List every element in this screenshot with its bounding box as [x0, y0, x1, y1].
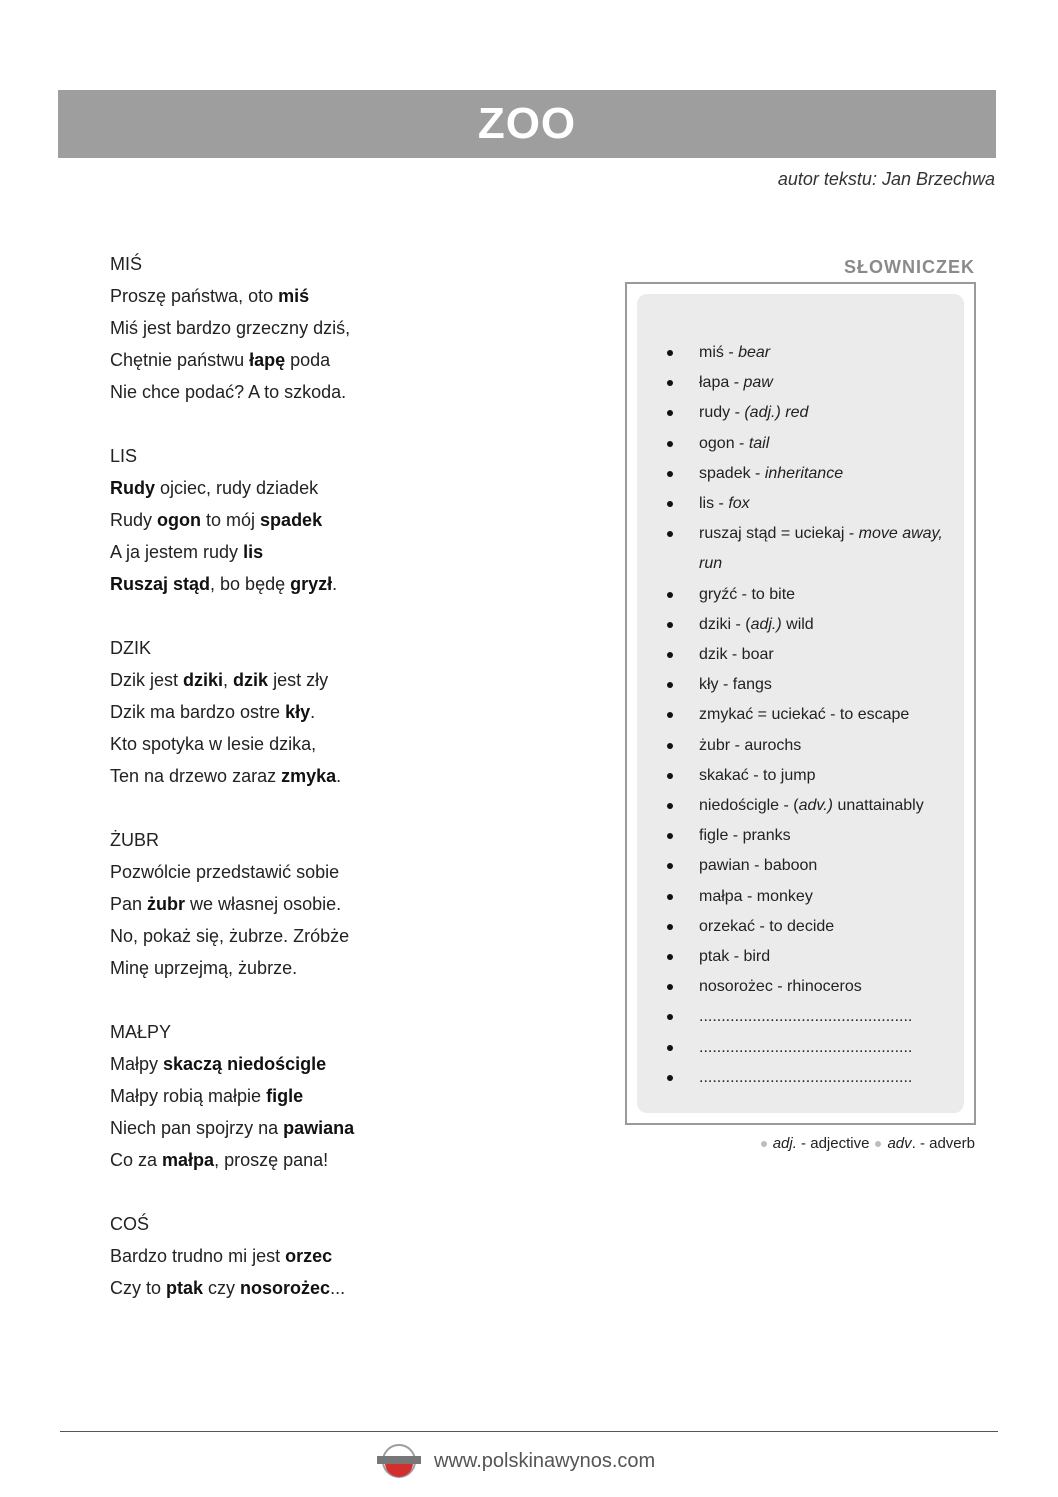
bold-word: Rudy	[110, 478, 155, 498]
page-title: ZOO	[477, 99, 577, 148]
glossary-item	[659, 1063, 959, 1093]
text-run: orzekać - to decide	[699, 917, 835, 935]
text-run: Nie chce podać? A to szkoda.	[110, 382, 347, 402]
glossary-item	[659, 670, 959, 700]
text-run: to mój	[201, 510, 261, 530]
text-run: Minę uprzejmą, żubrze.	[110, 958, 298, 978]
glossary-item	[659, 700, 959, 730]
text-run: nosorożec - rhinoceros	[699, 978, 862, 996]
abbreviation-legend	[755, 1135, 975, 1152]
stanza	[110, 1016, 560, 1176]
title-banner	[58, 90, 996, 158]
text-run: dziki - (	[699, 615, 751, 633]
glossary-item	[659, 1002, 959, 1032]
bold-word: łapę	[249, 350, 286, 370]
text-run: Miś jest bardzo grzeczny dziś,	[110, 318, 351, 338]
italic-text: adv	[887, 1135, 912, 1152]
text-run: No, pokaż się, żubrze. Zróbże	[110, 926, 350, 946]
text-run: . - adverb	[911, 1135, 975, 1152]
text-run: łapa -	[699, 374, 744, 392]
glossary-item	[659, 398, 959, 428]
text-run: unattainably	[833, 797, 924, 815]
glossary-item	[659, 761, 959, 791]
footer-divider	[60, 1431, 998, 1432]
bullet-icon	[667, 984, 673, 990]
bullet-icon	[667, 1014, 673, 1020]
poem-line	[110, 1048, 560, 1080]
bullet-icon	[667, 743, 673, 749]
glossary-item	[659, 1033, 959, 1063]
legend-bullet-icon	[875, 1141, 881, 1147]
bold-word: Ruszaj stąd	[110, 574, 211, 594]
text-run: dzik - boar	[699, 646, 774, 664]
polskinawynos-logo-icon	[376, 1443, 422, 1479]
bullet-icon	[667, 652, 673, 658]
text-run: ................................................	[699, 1068, 913, 1086]
stanza	[110, 248, 560, 408]
text-run: spadek -	[699, 464, 765, 482]
text-run: ................................................	[699, 1038, 913, 1056]
text-run: Niech pan spojrzy na	[110, 1118, 284, 1138]
bold-word: małpa	[162, 1150, 215, 1170]
bullet-icon	[667, 924, 673, 930]
text-run: wild	[781, 615, 814, 633]
text-run: - adjective	[796, 1135, 870, 1152]
text-run: kły - fangs	[699, 676, 772, 694]
bullet-icon	[667, 592, 673, 598]
stanza-heading: COŚ	[110, 1214, 150, 1234]
glossary-item	[659, 912, 959, 942]
text-run: Rudy	[110, 510, 158, 530]
text-run: Pozwólcie przedstawić sobie	[110, 862, 340, 882]
bold-word: spadek	[260, 510, 323, 530]
italic-text: fox	[728, 495, 750, 513]
italic-text: inheritance	[764, 464, 844, 482]
text-run: Małpy robią małpie	[110, 1086, 267, 1106]
bold-word: żubr	[147, 894, 186, 914]
text-run: czy	[203, 1278, 241, 1298]
bold-word: zmyka	[281, 766, 337, 786]
stanza	[110, 440, 560, 600]
poem-line	[110, 856, 560, 888]
poem-line	[110, 568, 560, 600]
italic-text: move away, run	[699, 525, 943, 573]
poem-line	[110, 664, 560, 696]
text-run: ...	[330, 1278, 346, 1298]
legend-bullet-icon	[761, 1141, 767, 1147]
glossary-panel	[637, 294, 964, 1113]
footer-url[interactable]: www.polskinawynos.com	[434, 1449, 656, 1472]
poem-line	[110, 1272, 560, 1304]
italic-text: (adj.) red	[744, 404, 809, 422]
poem-line	[110, 760, 560, 792]
text-run: Proszę państwa, oto	[110, 286, 279, 306]
poem-line	[110, 280, 560, 312]
bold-word: lis	[243, 542, 264, 562]
text-run: Chętnie państwu	[110, 350, 250, 370]
text-run: Bardzo trudno mi jest	[110, 1246, 286, 1266]
glossary-item	[659, 368, 959, 398]
bold-word: dzik	[233, 670, 269, 690]
poem-line	[110, 696, 560, 728]
text-run: Ten na drzewo zaraz	[110, 766, 282, 786]
bullet-icon	[667, 1075, 673, 1081]
bold-word: dziki	[183, 670, 224, 690]
text-run: ogon -	[699, 434, 749, 452]
glossary-item	[659, 791, 959, 821]
bold-word: gryzł	[290, 574, 333, 594]
text-run: .	[332, 574, 338, 594]
text-run: rudy -	[699, 404, 745, 422]
poem-line	[110, 1112, 560, 1144]
text-run: we własnej osobie.	[185, 894, 342, 914]
bullet-icon	[667, 712, 673, 718]
stanza-heading: ŻUBR	[110, 830, 159, 850]
text-run: ojciec, rudy dziadek	[155, 478, 319, 498]
text-run: , bo będę	[210, 574, 291, 594]
stanza	[110, 1208, 560, 1304]
text-run: żubr - aurochs	[699, 736, 802, 754]
text-run: niedościgle - (	[699, 797, 799, 815]
glossary-item	[659, 882, 959, 912]
bold-word: ptak	[166, 1278, 204, 1298]
poem-line	[110, 1144, 560, 1176]
bold-word: pawiana	[283, 1118, 355, 1138]
text-run: zmykać = uciekać - to escape	[699, 706, 910, 724]
glossary-item	[659, 429, 959, 459]
glossary-item	[659, 610, 959, 640]
poem-line	[110, 920, 560, 952]
text-run: lis -	[699, 495, 729, 513]
poem-line	[110, 472, 560, 504]
glossary-item	[659, 851, 959, 881]
bullet-icon	[667, 773, 673, 779]
bullet-icon	[667, 410, 673, 416]
bullet-icon	[667, 531, 673, 537]
bullet-icon	[667, 350, 673, 356]
bold-word: figle	[266, 1086, 304, 1106]
bold-word: ogon	[157, 510, 202, 530]
stanza-heading: LIS	[110, 446, 138, 466]
text-run: Kto spotyka w lesie dzika,	[110, 734, 317, 754]
stanza-heading: MIŚ	[110, 254, 143, 274]
italic-text: adj.	[772, 1135, 797, 1152]
bullet-icon	[667, 380, 673, 386]
bullet-icon	[667, 803, 673, 809]
stanza-heading: DZIK	[110, 638, 152, 658]
text-run: Czy to	[110, 1278, 167, 1298]
italic-text: paw	[743, 374, 773, 392]
poem-line	[110, 504, 560, 536]
text-run: .	[336, 766, 342, 786]
text-run: pawian - baboon	[699, 857, 818, 875]
bold-word: orzec	[285, 1246, 333, 1266]
stanza	[110, 632, 560, 792]
bullet-icon	[667, 471, 673, 477]
text-run: A ja jestem rudy	[110, 542, 244, 562]
bold-word: miś	[278, 286, 310, 306]
glossary-item	[659, 489, 959, 519]
text-run: ,	[223, 670, 234, 690]
bullet-icon	[667, 954, 673, 960]
bold-word: skaczą niedościgle	[163, 1054, 327, 1074]
author-credit: autor tekstu: Jan Brzechwa	[777, 169, 995, 189]
poem-line	[110, 1240, 560, 1272]
poem-line	[110, 952, 560, 984]
bullet-icon	[667, 501, 673, 507]
poem-line	[110, 536, 560, 568]
bullet-icon	[667, 833, 673, 839]
poem-line	[110, 1080, 560, 1112]
bullet-icon	[667, 863, 673, 869]
bullet-icon	[667, 894, 673, 900]
italic-text: bear	[738, 344, 771, 361]
poem-line	[110, 312, 560, 344]
glossary-item	[659, 972, 959, 1002]
glossary-item	[659, 640, 959, 670]
text-run: Małpy	[110, 1054, 164, 1074]
poem-line	[110, 376, 560, 408]
text-run: Pan	[110, 894, 148, 914]
glossary-item	[659, 459, 959, 489]
text-run: ruszaj stąd = uciekaj -	[699, 525, 859, 543]
text-run: jest zły	[268, 670, 329, 690]
glossary-list	[659, 338, 959, 1093]
text-run: skakać - to jump	[699, 766, 816, 784]
text-run: Co za	[110, 1150, 163, 1170]
glossary-item	[659, 580, 959, 610]
poem-line	[110, 344, 560, 376]
glossary-title: SŁOWNICZEK	[844, 257, 975, 277]
text-run: małpa - monkey	[699, 887, 813, 905]
stanza	[110, 824, 560, 984]
italic-text: adv.)	[798, 797, 833, 815]
text-run: ptak - bird	[699, 948, 771, 966]
poem	[110, 248, 560, 1336]
glossary-box	[625, 282, 976, 1125]
bullet-icon	[667, 682, 673, 688]
bold-word: kły	[285, 702, 311, 722]
glossary-item	[659, 821, 959, 851]
poem-line	[110, 888, 560, 920]
text-run: Dzik jest	[110, 670, 184, 690]
glossary-item	[659, 519, 959, 579]
italic-text: adj.)	[750, 615, 782, 633]
glossary-item	[659, 338, 959, 368]
bold-word: nosorożec	[240, 1278, 331, 1298]
text-run: figle - pranks	[699, 827, 791, 845]
bullet-icon	[667, 1045, 673, 1051]
poem-line	[110, 728, 560, 760]
italic-text: tail	[748, 434, 770, 452]
text-run: miś -	[699, 344, 739, 361]
text-run: poda	[285, 350, 331, 370]
footer	[376, 1443, 655, 1479]
bullet-icon	[667, 441, 673, 447]
text-run: ................................................	[699, 1008, 913, 1026]
text-run: .	[310, 702, 316, 722]
text-run: Dzik ma bardzo ostre	[110, 702, 286, 722]
text-run: gryźć - to bite	[699, 585, 796, 603]
stanza-heading: MAŁPY	[110, 1022, 172, 1042]
text-run: , proszę pana!	[214, 1150, 329, 1170]
bullet-icon	[667, 622, 673, 628]
glossary-item	[659, 942, 959, 972]
glossary-item	[659, 731, 959, 761]
